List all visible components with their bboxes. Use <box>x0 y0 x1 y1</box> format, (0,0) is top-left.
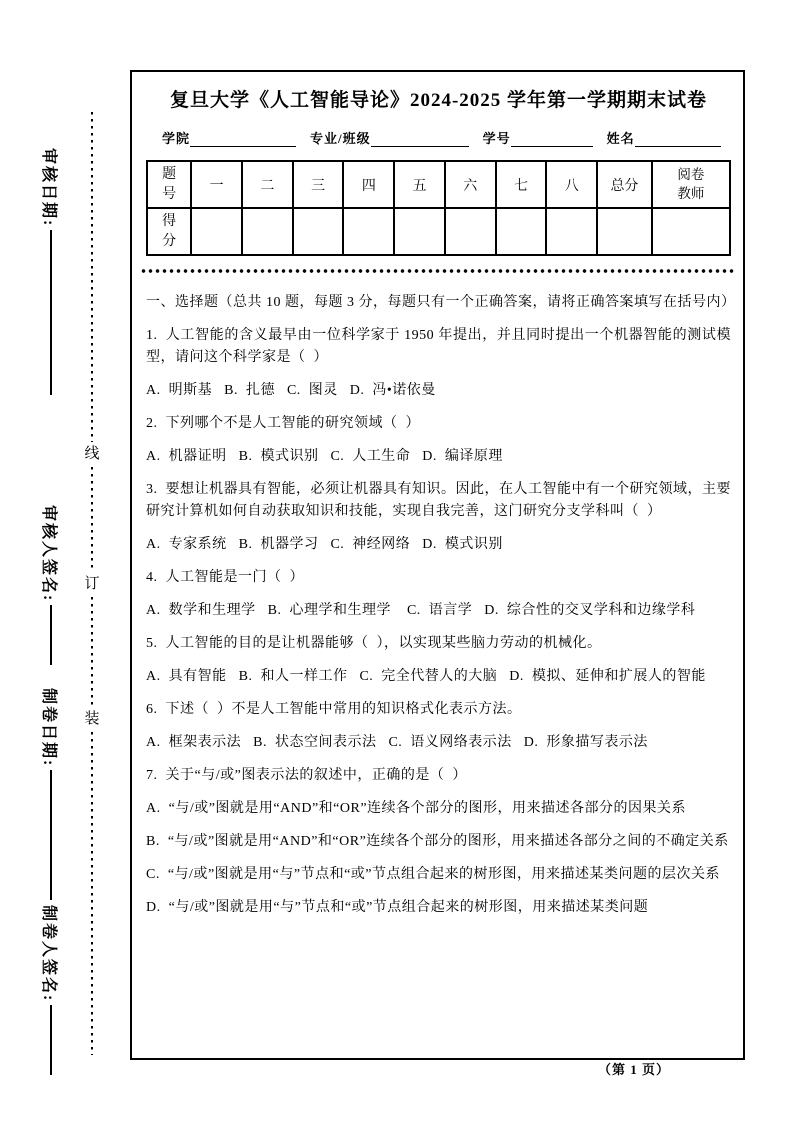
score-cell-empty <box>597 208 652 255</box>
question-6-stem: 6. 下述（ ）不是人工智能中常用的知识格式化表示方法。 <box>146 702 522 717</box>
question-3-stem: 3. 要想让机器具有智能，必须让机器具有知识。因此，在人工智能中有一个研究领域，主要研究计算机如何自动获取知识和技能，实现自我完善，这门研究分支学科叫（ ） <box>146 482 731 519</box>
score-col-4: 四 <box>343 161 394 208</box>
question-4-stem: 4. 人工智能是一门（ ） <box>146 570 304 585</box>
binding-char-line: 线 <box>84 446 100 462</box>
question-3-options: A. 专家系统 B. 机器学习 C. 神经网络 D. 模式识别 <box>146 537 503 552</box>
question-1-stem: 1. 人工智能的含义最早由一位科学家于 1950 年提出，并且同时提出一个机器智能的测试模型，请问这个科学家是（ ） <box>146 328 731 365</box>
question-6-options: A. 框架表示法 B. 状态空间表示法 C. 语义网络表示法 D. 形象描写表示法 <box>146 735 648 750</box>
score-table-header-row <box>147 161 730 208</box>
score-cell-empty <box>546 208 597 255</box>
question-number-label: 题号 <box>162 166 177 202</box>
score-col-7: 七 <box>496 161 547 208</box>
score-table <box>146 160 731 256</box>
dotted-separator <box>140 269 735 273</box>
side-label-papermaker-signature-text: 制卷人签名: <box>40 905 58 1003</box>
question-2-options: A. 机器证明 B. 模式识别 C. 人工生命 D. 编译原理 <box>146 449 503 464</box>
score-cell-empty <box>394 208 445 255</box>
question-7-stem: 7. 关于“与/或”图表示法的叙述中，正确的是（ ） <box>146 768 467 783</box>
question-7-option-b: B. “与/或”图就是用“AND”和“OR”连续各个部分的图形，用来描述各部分之间的不确定关系 <box>146 834 729 849</box>
question-1-options: A. 明斯基 B. 扎德 C. 图灵 D. 冯•诺依曼 <box>146 383 436 398</box>
score-cell-empty <box>343 208 394 255</box>
papermaker-signature-blank-line <box>50 1005 52 1075</box>
question-5-stem: 5. 人工智能的目的是让机器能够（ ），以实现某些脑力劳动的机械化。 <box>146 636 602 651</box>
score-cell-empty <box>652 208 730 255</box>
question-7-option-c: C. “与/或”图就是用“与”节点和“或”节点组合起来的树形图，用来描述某类问题的层次关系 <box>146 867 721 882</box>
binding-dotted-segment <box>91 597 93 707</box>
binding-char-staple: 订 <box>84 576 100 592</box>
major-class-blank-line <box>371 131 469 147</box>
binding-dotted-segment <box>91 112 93 442</box>
papermaking-date-blank-line <box>50 770 52 900</box>
score-cell-empty <box>293 208 344 255</box>
score-col-total: 总分 <box>597 161 652 208</box>
review-date-blank-line <box>50 230 52 395</box>
score-cell-empty <box>496 208 547 255</box>
question-2-stem: 2. 下列哪个不是人工智能的研究领域（ ） <box>146 416 420 431</box>
side-label-reviewer-signature-text: 审核人签名: <box>40 505 58 603</box>
score-cell-empty <box>242 208 293 255</box>
student-id-blank-line <box>511 131 593 147</box>
score-col-5: 五 <box>394 161 445 208</box>
name-label: 姓名 <box>606 131 635 146</box>
score-table-score-row <box>147 208 730 255</box>
college-blank-line <box>190 131 296 147</box>
name-blank-line <box>635 131 721 147</box>
exam-paper-content <box>132 85 743 919</box>
page-footer: （第 1 页） <box>598 1062 671 1077</box>
score-col-1: 一 <box>191 161 242 208</box>
side-label-papermaker-signature <box>40 905 62 1075</box>
side-label-reviewer-signature <box>40 505 62 665</box>
side-label-papermaking-date <box>40 688 62 900</box>
score-cell-empty <box>191 208 242 255</box>
grader-label: 阅卷教师 <box>677 166 705 201</box>
section-title: 一、选择题（总共 10 题，每题 3 分，每题只有一个正确答案，请将正确答案填写在括号内） <box>146 295 736 310</box>
side-label-review-date-text: 审核日期: <box>40 148 58 228</box>
question-4-options: A. 数学和生理学 B. 心理学和生理学 C. 语言学 D. 综合性的交叉学科和边缘学科 <box>146 603 696 618</box>
grader-label-cell <box>652 161 730 208</box>
question-5-options: A. 具有智能 B. 和人一样工作 C. 完全代替人的大脑 D. 模拟、延伸和扩展人的智能 <box>146 669 706 684</box>
page-title: 复旦大学《人工智能导论》2024-2025 学年第一学期期末试卷 <box>169 90 708 111</box>
major-class-label: 专业/班级 <box>310 131 371 146</box>
binding-dotted-segment <box>91 732 93 1055</box>
score-cell-empty <box>445 208 496 255</box>
college-label: 学院 <box>162 131 191 146</box>
side-label-papermaking-date-text: 制卷日期: <box>40 688 58 768</box>
student-info-row <box>162 128 725 147</box>
side-label-review-date <box>40 148 62 395</box>
binding-char-bind: 装 <box>84 711 100 727</box>
score-col-2: 二 <box>242 161 293 208</box>
binding-line <box>83 112 101 1055</box>
question-7-option-a: A. “与/或”图就是用“AND”和“OR”连续各个部分的图形，用来描述各部分的因果关系 <box>146 801 687 816</box>
question-7-option-d: D. “与/或”图就是用“与”节点和“或”节点组合起来的树形图，用来描述某类问题 <box>146 900 649 915</box>
question-number-label-cell <box>147 161 191 208</box>
score-label-cell <box>147 208 191 255</box>
score-col-8: 八 <box>546 161 597 208</box>
score-col-3: 三 <box>293 161 344 208</box>
binding-dotted-segment <box>91 467 93 572</box>
student-id-label: 学号 <box>482 131 511 146</box>
reviewer-signature-blank-line <box>50 605 52 665</box>
exam-paper <box>130 70 745 1060</box>
score-col-6: 六 <box>445 161 496 208</box>
score-label: 得分 <box>162 213 177 249</box>
